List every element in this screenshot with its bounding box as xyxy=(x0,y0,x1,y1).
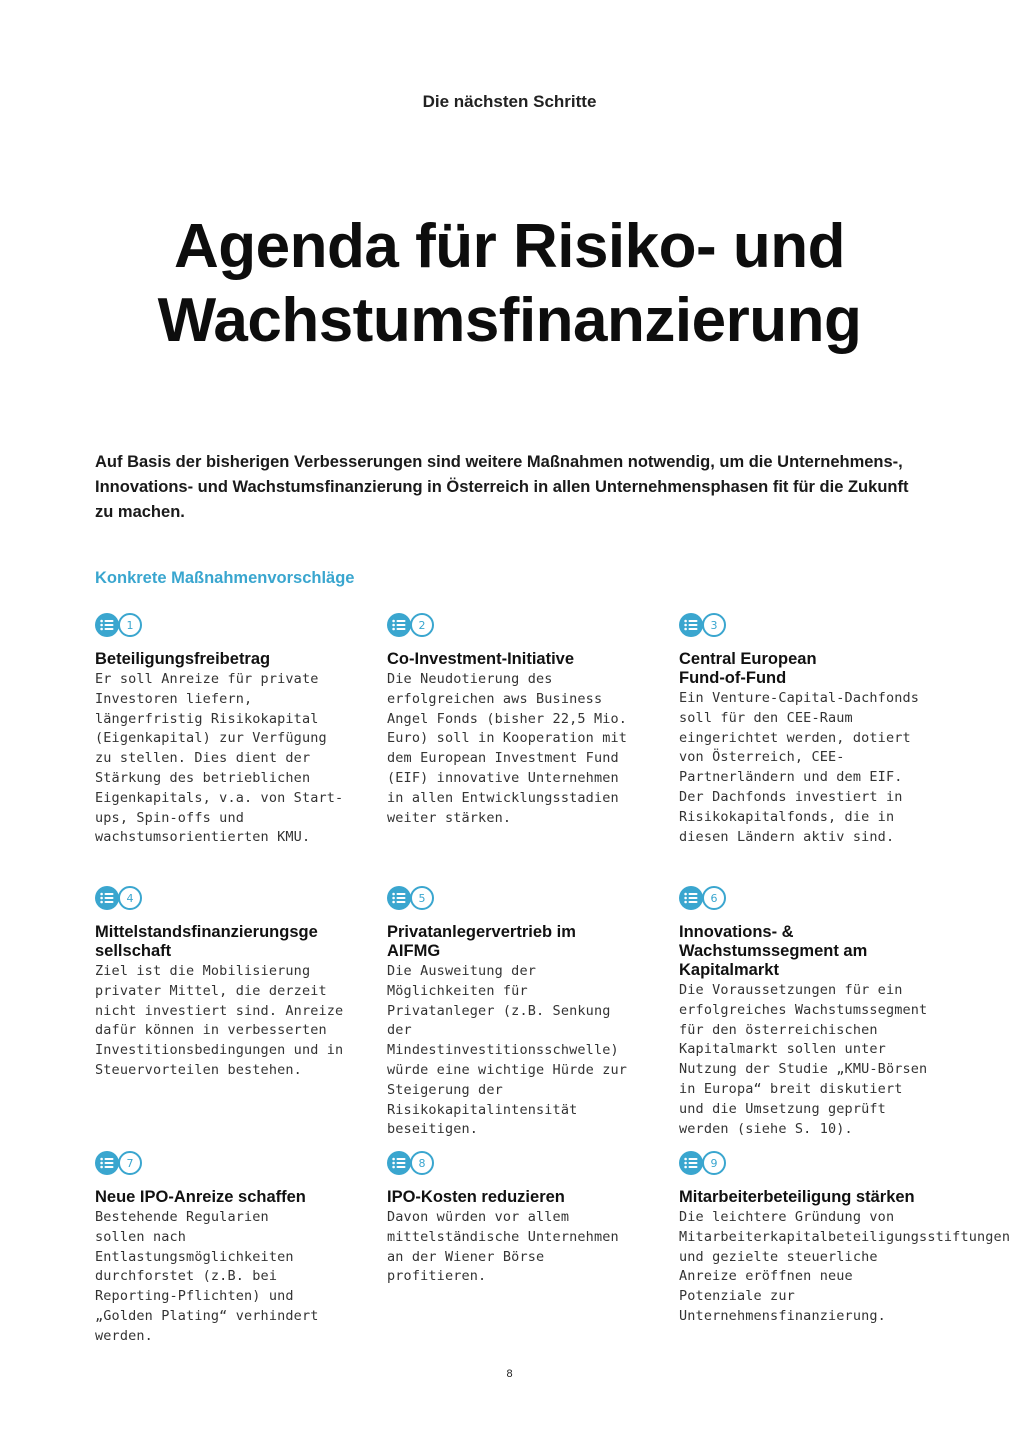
measure-text: Bestehende Regularien sollen nach Entlastungsmöglichkeiten durchforstet (z.B. bei Reporting-Pflichten) und „Golden Plating“ verhindert werden. xyxy=(95,1209,319,1344)
measure-card-9 xyxy=(679,1150,1011,1327)
list-icon xyxy=(95,886,119,910)
measure-badge xyxy=(387,1150,642,1176)
list-icon xyxy=(387,886,411,910)
measure-card-6 xyxy=(679,885,934,1139)
measure-number: 6 xyxy=(702,886,726,910)
intro-paragraph: Auf Basis der bisherigen Verbesserungen sind weitere Maßnahmen notwendig, um die Unternehmens-, Innovations- und Wachstumsfinanzierung in Österreich in allen Unternehmensphasen fit für die Zukunft zu machen. xyxy=(95,453,909,521)
measure-title: Privatanlegervertrieb im AIFMG xyxy=(387,923,576,960)
measure-number: 9 xyxy=(702,1151,726,1175)
measure-badge xyxy=(679,885,934,911)
measure-text: Die leichtere Gründung von Mitarbeiterkapitalbeteiligungsstiftungen und gezielte steuerliche Anreize eröffnen neue Potenziale zur Unternehmensfinanzierung. xyxy=(679,1209,1011,1324)
list-icon xyxy=(679,1151,703,1175)
measure-number: 5 xyxy=(410,886,434,910)
measure-title: Neue IPO-Anreize schaffen xyxy=(95,1188,306,1206)
measure-title: Central European Fund-of-Fund xyxy=(679,650,817,687)
measure-title: Mittelstandsfinanzierungsgesellschaft xyxy=(95,923,318,960)
measure-title: Co-Investment-Initiative xyxy=(387,650,575,668)
measure-badge xyxy=(95,885,350,911)
measure-badge xyxy=(387,885,642,911)
measure-number: 1 xyxy=(118,613,142,637)
measure-card-1 xyxy=(95,612,350,848)
measure-badge xyxy=(95,612,350,638)
measure-title: IPO-Kosten reduzieren xyxy=(387,1188,565,1206)
measure-card-5 xyxy=(387,885,642,1140)
measure-text: Ziel ist die Mobilisierung privater Mittel, die derzeit nicht investiert sind. Anreize dafür können in verbesserten Investitionsbedingungen und in Steuervorteilen bestehen. xyxy=(95,963,344,1078)
measure-number: 3 xyxy=(702,613,726,637)
page-title xyxy=(0,210,1019,358)
list-icon xyxy=(95,613,119,637)
measure-badge xyxy=(679,1150,934,1176)
measure-card-2 xyxy=(387,612,642,828)
page-kicker: Die nächsten Schritte xyxy=(422,92,597,111)
measure-text: Davon würden vor allem mittelständische Unternehmen an der Wiener Börse profitieren. xyxy=(387,1209,619,1285)
measure-title: Innovations- & Wachstumssegment am Kapitalmarkt xyxy=(679,923,868,979)
measure-text: Ein Venture-Capital-Dachfonds soll für den CEE-Raum eingerichtet werden, dotiert von Österreich, CEE-Partnerländern und dem EIF. Der Dachfonds investiert in Risikokapitalfonds, die in diesen Ländern aktiv sind. xyxy=(679,690,920,845)
list-icon xyxy=(679,613,703,637)
measure-badge xyxy=(387,612,642,638)
measure-badge xyxy=(95,1150,350,1176)
title-line-1: Agenda für Risiko- und xyxy=(174,212,845,281)
page-number: 8 xyxy=(506,1368,513,1380)
measure-card-8 xyxy=(387,1150,642,1287)
measure-number: 4 xyxy=(118,886,142,910)
measure-text: Er soll Anreize für private Investoren liefern, längerfristig Risikokapital (Eigenkapital) zur Verfügung zu stellen. Dies dient der Stärkung des betrieblichen Eigenkapitals, v.a. von Start-ups, Spin-offs und wachstumsorientierten KMU. xyxy=(95,671,344,846)
measure-title: Beteiligungsfreibetrag xyxy=(95,650,271,668)
measure-text: Die Neudotierung des erfolgreichen aws Business Angel Fonds (bisher 22,5 Mio. Euro) soll in Kooperation mit dem European Investment Fund (EIF) innovative Unternehmen in allen Entwicklungsstadien weiter stärken. xyxy=(387,671,628,826)
title-line-2: Wachstumsfinanzierung xyxy=(157,286,862,355)
measure-text: Die Voraussetzungen für ein erfolgreiches Wachstumssegment für den österreichischen Kapitalmarkt sollen unter Nutzung der Studie „KMU-Börsen in Europa“ breit diskutiert und die Umsetzung geprüft werden (siehe S. 10). xyxy=(679,982,928,1137)
measure-title: Mitarbeiterbeteiligung stärken xyxy=(679,1188,915,1206)
measure-text: Die Ausweitung der Möglichkeiten für Privatanleger (z.B. Senkung der Mindestinvestitionsschwelle) würde eine wichtige Hürde zur Steigerung der Risikokapitalintensität beseitigen. xyxy=(387,963,628,1138)
measure-number: 7 xyxy=(118,1151,142,1175)
section-label: Konkrete Maßnahmenvorschläge xyxy=(95,569,355,587)
list-icon xyxy=(387,613,411,637)
measure-card-4 xyxy=(95,885,350,1081)
measure-badge xyxy=(679,612,934,638)
list-icon xyxy=(387,1151,411,1175)
list-icon xyxy=(95,1151,119,1175)
measure-card-7 xyxy=(95,1150,350,1347)
measure-card-3 xyxy=(679,612,934,847)
measure-number: 8 xyxy=(410,1151,434,1175)
measure-number: 2 xyxy=(410,613,434,637)
list-icon xyxy=(679,886,703,910)
